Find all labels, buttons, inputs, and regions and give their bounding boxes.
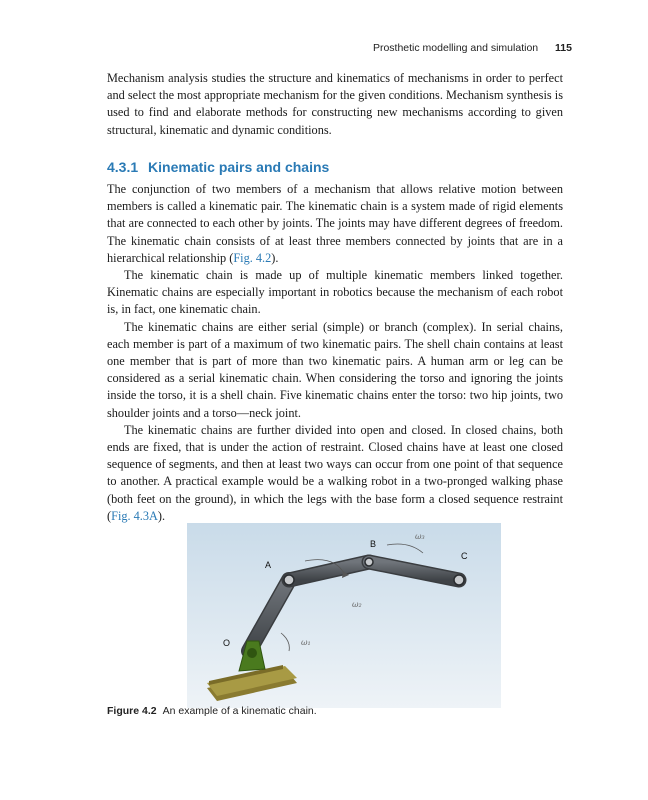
kinematic-chain-figure <box>187 523 501 708</box>
joint-A <box>284 575 294 585</box>
page-number: 115 <box>555 42 572 54</box>
omega-1-label: ω₁ <box>301 638 311 647</box>
joint-B <box>365 558 373 566</box>
paragraph-4-text: The kinematic chains are further divided into open and closed. In closed chains, both ends are fixed, that is under the action of restraint. Closed chains have at least one closed sequence of segments, and then at least two ways can occur from one point of that sequence to another. A practical example would be a walking robot in a two-pronged walking phase (both feet on the ground), in which the legs with the base form a closed sequence restraint ( <box>107 422 563 523</box>
fig-4-3a-link[interactable]: Fig. 4.3A <box>111 508 158 523</box>
label-O: O <box>223 638 231 648</box>
paragraph-4 <box>107 422 563 525</box>
running-title: Prosthetic modelling and simulation <box>372 42 539 54</box>
paragraph-4-end: ). <box>157 508 166 523</box>
joint-C <box>454 575 464 585</box>
label-A: A <box>265 560 272 570</box>
figure-caption <box>107 705 317 717</box>
intro-paragraph: Mechanism analysis studies the structure and kinematics of mechanisms in order to perfect and select the most appropriate mechanism for the given conditions. Mechanism synthesis is used to find and elaborate methods for constructing new mechanisms according to given structural, kinematic and dynamic conditions. <box>107 71 563 137</box>
fig-4-2-link[interactable]: Fig. 4.2 <box>233 250 272 265</box>
section-number: 4.3.1 <box>107 159 139 175</box>
paragraph-1-end: ). <box>271 250 279 265</box>
running-head <box>373 42 572 54</box>
label-C: C <box>461 551 468 561</box>
omega-2-label: ω₂ <box>352 600 362 609</box>
label-B: B <box>370 539 377 549</box>
section-heading <box>107 159 329 175</box>
section-title: Kinematic pairs and chains <box>148 159 330 175</box>
paragraph-2: The kinematic chain is made up of multiple kinematic members linked together. Kinematic chains are especially important in robotics because the mechanism of each robot is, in fact, one kinematic chain. <box>107 268 563 317</box>
paragraph-3: The kinematic chains are either serial (simple) or branch (complex). In serial chains, each member is part of a maximum of two kinematic pairs. The shell chain contains at least one member that is part of more than two kinematic pairs. A human arm or leg can be considered as a serial kinematic chain. When considering the torso and ignoring the joints inside the torso, it is a shell chain. Five kinematic chains enter the torso: two hip joints, two shoulder joints and a torso—neck joint. <box>107 319 563 420</box>
figure-illustration <box>187 523 501 708</box>
figure-caption-text: An example of a kinematic chain. <box>162 705 317 717</box>
paragraph-1-text: The conjunction of two members of a mechanism that allows relative motion between members is called a kinematic pair. The kinematic chain is a system made of rigid elements that are connected to each other by joints. The joints may have different degrees of freedom. The kinematic chain consists of at least three members connected by joints that are in a hierarchical relationship ( <box>107 182 563 265</box>
omega-3-label: ω₃ <box>415 532 425 541</box>
figure-caption-label: Figure 4.2 <box>107 705 157 717</box>
body-text <box>107 181 563 525</box>
paragraph-1 <box>107 181 563 267</box>
